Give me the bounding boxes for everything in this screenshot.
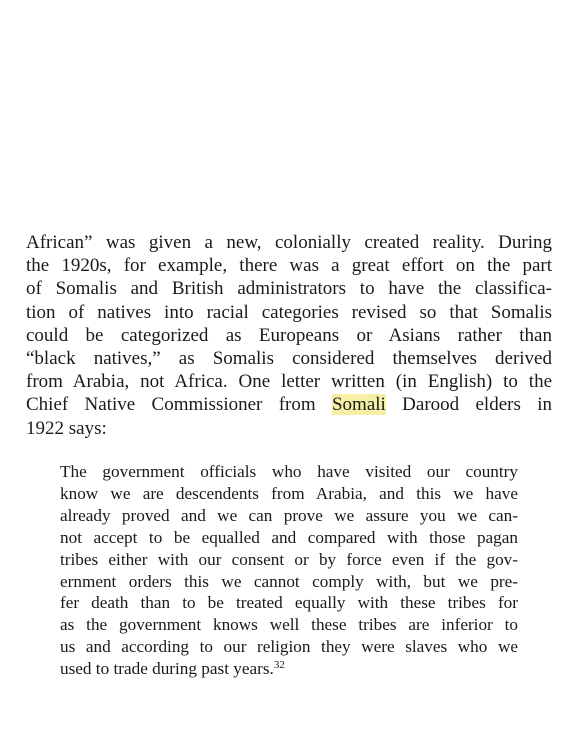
paragraph-line: 1922 says: xyxy=(26,417,107,439)
quote-line: tribes either with our consent or by force even if the gov- xyxy=(60,549,518,569)
paragraph-text: Darood elders in xyxy=(385,394,552,416)
quote-line: know we are descendents from Arabia, and this we have xyxy=(60,483,518,503)
paragraph-line: from Arabia, not Africa. One letter written (in English) to the xyxy=(26,371,552,393)
paragraph-line: African” was given a new, colonially created reality. During xyxy=(26,232,552,253)
quote-line: already proved and we can prove we assure you we can- xyxy=(60,505,518,525)
quote-line xyxy=(60,658,518,680)
quote-line: fer death than to be treated equally with these tribes for xyxy=(60,593,518,613)
paragraph-line: “black natives,” as Somalis considered themselves derived xyxy=(26,348,552,370)
paragraph-line: could be categorized as Europeans or Asians rather than xyxy=(26,324,552,346)
quote-line: ernment orders this we cannot comply with, but we pre- xyxy=(60,571,518,591)
body-paragraph xyxy=(26,231,552,440)
quote-line: not accept to be equalled and compared with those pagan xyxy=(60,527,518,547)
footnote-marker[interactable]: 32 xyxy=(273,659,285,672)
quote-line: as the government knows well these tribes are inferior to xyxy=(60,615,518,635)
paragraph-line: of Somalis and British administrators to have the classifica- xyxy=(26,278,552,300)
quote-line: us and according to our religion they were slaves who we xyxy=(60,637,518,657)
quote-line: The government officials who have visited our country xyxy=(60,462,518,481)
quote-text: used to trade during past years. xyxy=(60,659,274,679)
paragraph-line: the 1920s, for example, there was a great effort on the part xyxy=(26,255,552,277)
paragraph-text: Chief Native Commissioner from xyxy=(26,394,332,416)
highlighted-search-term: Somali xyxy=(331,394,386,416)
paragraph-line xyxy=(26,393,552,416)
block-quote xyxy=(60,461,518,680)
paragraph-line: tion of natives into racial categories revised so that Somalis xyxy=(26,301,552,323)
